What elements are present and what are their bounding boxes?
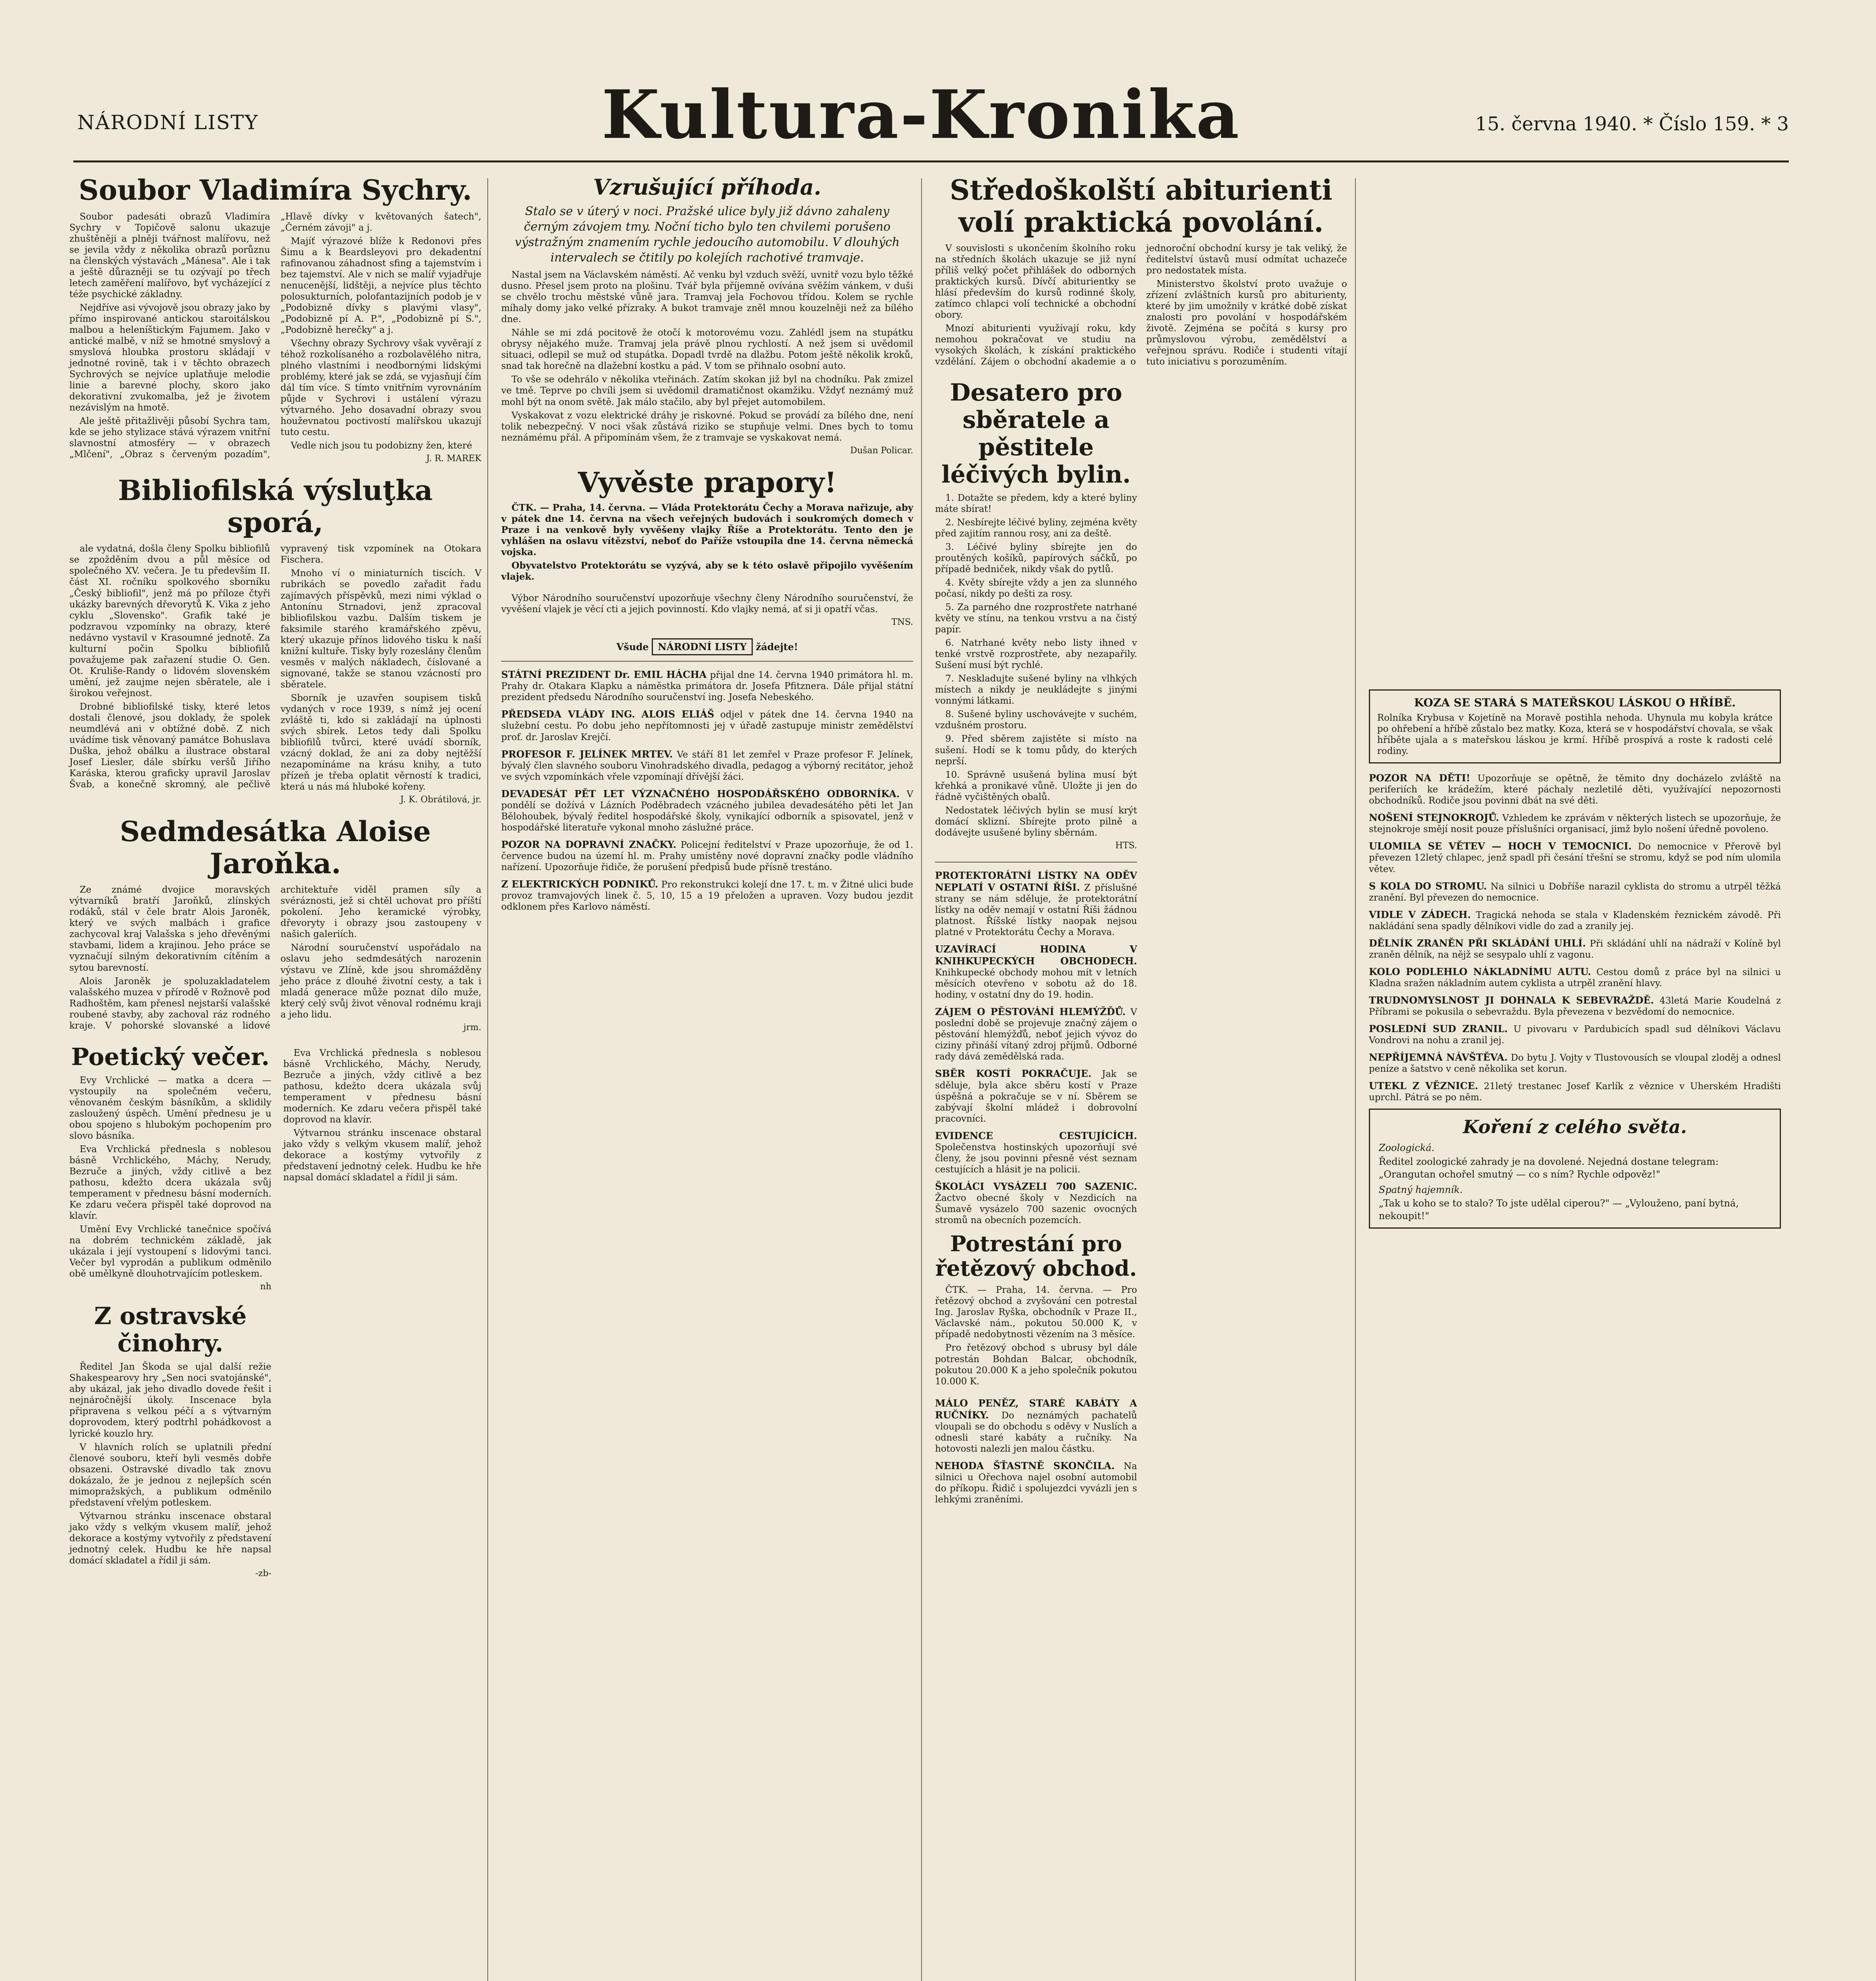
framed-story [1369, 689, 1781, 763]
lower-left [69, 1044, 271, 1590]
framed-story-body: Rolníka Krybusa v Kojetíně na Moravě postihla nehoda. Uhynula mu kobyla krátce po ohřebení a hříbě zůstalo bez matky. Koza, která se v hospodářství chovala, se však hříběte ujala a s mateřskou láskou je krmí. Hříbě prospívá a roste k radosti celé rodiny. [1377, 713, 1773, 757]
short-news: MÁLO PENĚZ, STARÉ KABÁTY A RUČNÍKY. Do neznámých pachatelů vloupali se do obchodu s oděvy v Nuslích a odnesli staré kabáty a ručníky. Na hotovosti nalezli jen malou částku. NEHODA ŠŤASTNĚ SKONČILA. Na silnici u Ořechova najel osobní automobil do příkopu. Řidič i spolujezdci vyvázli jen s lehkými zraněními. [935, 1397, 1137, 1505]
byline: J. R. MAREK [426, 454, 481, 464]
lower-right [283, 1044, 481, 1590]
article-lede: Stalo se v úterý v noci. Pražské ulice byly již dávno zahaleny černým závojem tmy. Noční ticho bylo ten chvilemi porušeno výstražným znamením rychle jedoucího automobilu. V dlouhých intervalech se čtitily po kolejích rachotivé tramvaje. [515, 204, 900, 265]
masthead-rule [73, 160, 1789, 162]
byline: nh [260, 1282, 271, 1292]
column-rule [487, 178, 488, 1981]
humor-text: Ředitel zoologické zahrady je na dovolené. Nejedná dostane telegram: „Orangutan ochořel smutný — co s ním? Rychle odpověz!" [1379, 1156, 1719, 1180]
humor-text: „Tak u koho se to stalo? To jste udělal ciperou?" — „Vylouženo, paní bytná, nekoupit!" [1379, 1197, 1739, 1222]
short-news: PROTEKTORÁTNÍ LÍSTKY NA ODĚV NEPLATÍ V OSTATNÍ ŘÍŠI. Z příslušné strany se nám sděluje, že protektorátní lístky na oděv nemají v ostatní Říši žádnou platnost. Říšské lístky naopak nejsou platné v Protektorátu Čechy a Morava. UZAVÍRACÍ HODINA V KNIHKUPECKÝCH OBCHODECH. Knihkupecké obchody mohou mít v letních měsících otevřeno v sobotu až do 18. hodiny, v ostatní dny do 19. hodin. ZÁJEM O PĚSTOVÁNÍ HLEMÝŽĎŮ. V poslední době se projevuje značný zájem o pěstování hlemýžďů, neboť jejich vývoz do ciziny přináší vítaný zdroj příjmů. Odborné rady dává zemědělská rada. SBĚR KOSTÍ POKRAČUJE. Jak se sděluje, byla akce sběru kostí v Praze úspěšná a pokračuje se v ní. Sběrem se zabývají školní mládež i dobrovolní pracovníci. EVIDENCE CESTUJÍCÍCH. Společenstva hostinských upozorňují své členy, že jsou povinni přesně vést seznam cestujících a hlásit je na policii. ŠKOLÁCI VYSÁZELI 700 SAZENIC. Žactvo obecné školy v Nezdicích na Šumavě vysázelo 700 sazenic ovocných stromů na obecních pozemcích. [935, 869, 1137, 1226]
article-title: Vzrušující příhoda. [593, 174, 821, 200]
masthead [38, 59, 1789, 158]
article-body: Ze známé dvojice moravských výtvarníků bratří Jaroňků, zlínských rodáků, stál v čele bratr Alois Jaroněk, který ve svých malbách i grafice zachycoval kraj Valašska s jeho dřevěnými stavbami, lidem a krajinou. Jeho práce se vyznačují silným dekorativním cítěním a sytou barevností. Alois Jaroněk je spoluzakladatelem valašského muzea v přírodě v Rožnově pod Radhoštěm, kam přenesl nejstarší valašské roubené stavby, aby zachoval ráz rodného kraje. V pohorské slovanské a lidové architektuře viděl pramen síly a svéráznosti, jež si chtěl uchovat pro příští pokolení. Jeho keramické výrobky, dřevoryty i obrazy jsou zastoupeny v našich galeriích. Národní souručenství uspořádalo na oslavu jeho sedmdesátých narozenin výstavu ve Zlíně, kde jsou shromážděny jeho práce z dlouhé životní cesty, a tak i mladá generace může poznat dílo muže, který celý svůj život věnoval rodnému kraji a jeho lidu. jrm. [69, 885, 481, 1032]
article-title: Středoškolští abiturienti volí praktická povolání. [950, 174, 1332, 239]
article-title: Vyvěste prapory! [578, 466, 837, 499]
column-rule [1355, 178, 1356, 1981]
humor-box-title: Koření z celého světa. [1463, 1116, 1687, 1138]
column-3 [935, 174, 1347, 1511]
humor-subtitle: Spatný hajemník. [1379, 1184, 1463, 1195]
short-news: POZOR NA DĚTI! Upozorňuje se opětně, že těmito dny docházelo zvláště na periferiích ke krádežím, které páchaly nezletilé děti, využívající nepozornosti obchodníků. Rodiče jsou povinni dbát na své děti. NOŠENÍ STEJNOKROJŮ. Vzhledem ke zprávám v některých listech se upozorňuje, že stejnokroje smějí nosit pouze příslušníci organisací, jimž bylo nošení úředně povoleno. ULOMILA SE VĚTEV — HOCH V TEMOCNICI. Do nemocnice v Přerově byl převezen 12letý chlapec, jenž spadl při česání třešní se stromu, když se pod ním ulomila větev. S KOLA DO STROMU. Na silnici u Dobříše narazil cyklista do stromu a utrpěl těžká zranění. Byl převezen do nemocnice. VIDLE V ZÁDECH. Tragická nehoda se stala v Kladenském řeznickém závodě. Při nakládání sena spadly dělníkovi vidle do zad a zranily jej. DĚLNÍK ZRANĚN PŘI SKLÁDÁNÍ UHLÍ. Při skládání uhlí na nádraží v Kolíně byl zraněn dělník, na nějž se sesypalo uhlí z vagonu. KOLO PODLEHLO NÁKLADNÍMU AUTU. Cestou domů z práce byl na silnici u Kladna sražen nákladním autem cyklista a utrpěl zranění hlavy. TRUDNOMYSLNOST JI DOHNALA K SEBEVRAŽDĚ. 43letá Marie Koudelná z Příbrami se pokusila o sebevraždu. Byla převezena v bezvědomí do nemocnice. POSLEDNÍ SUD ZRANIL. U pivovaru v Pardubicích spadl sud dělníkovi Václavu Vondrovi na nohu a zranil jej. NEPŘÍJEMNÁ NÁVŠTĚVA. Do bytu J. Vojty v Tlustovousích se vloupal zloděj a odnesl peníze a šatstvo v ceně několika set korun. UTEKL Z VĚZNICE. 21letý trestanec Josef Karlík z věznice v Uherském Hradišti uprchl. Pátrá se po něm. [1369, 772, 1781, 1103]
framed-story-title: KOZA SE STARÁ S MATEŘSKOU LÁSKOU O HŘÍBĚ. [1414, 696, 1736, 709]
article-body: Eva Vrchlická přednesla s noblesou básně Vrchlického, Máchy, Nerudy, Bezruče a jiných, vždy citlivě a bez pathosu, kdežto dcera ukázala svůj temperament v přednesu básní moderních. Ke zdaru večera přispěl také doprovod na klavír. Výtvarnou stránku inscenace obstaral jako vždy s velkým vkusem malíř, jehož dekorace a kostýmy vytvořily z představení jednotný celek. Hudbu ke hře napsal domácí skladatel a řídil ji sám. [283, 1048, 481, 1183]
divider [501, 661, 913, 662]
short-news: STÁTNÍ PREZIDENT Dr. EMIL HÁCHA přijal dne 14. června 1940 primátora hl. m. Prahy dr. Otakara Klapku a náměstka primátora dr. Josefa Pfitznera. Dále přijal státní prezident předsedu Národního souručenství ing. Josefa Nebeského. PŘEDSEDA VLÁDY ING. ALOIS ELIÁŠ odjel v pátek dne 14. června 1940 na služební cestu. Po dobu jeho nepřítomnosti jej v úřadě zastupuje ministr zemědělství prof. dr. Jaroslav Krejčí. PROFESOR F. JELÍNEK MRTEV. Ve stáří 81 let zemřel v Praze profesor F. Jelínek, bývalý člen slavného souboru Vinohradského divadla, pedagog a výborný recitátor, jehož ve svých vzpomínkách vřele vzpomínají dřívější žáci. DEVADESÁT PĚT LET VÝZNAČNÉHO HOSPODÁŘSKÉHO ODBORNÍKA. V pondělí se dožívá v Lázních Poděbradech vzácného jubilea devadesátého pěti let Jan Bělohoubek, bývalý ředitel hospodářské školy, vynikající odborník a spisovatel, jenž v hospodářské literatuře vykonal mnoho záslužné práce. POZOR NA DOPRAVNÍ ZNAČKY. Policejní ředitelství v Praze upozorňuje, že od 1. července budou na území hl. m. Prahy umístěny nové dopravní značky podle vládního nařízení. Upozorňuje řidiče, že porušení předpisů bude přísně trestáno. Z ELEKTRICKÝCH PODNIKŮ. Pro rekonstrukci kolejí dne 17. t. m. v Žitné ulici bude provoz tramvajových linek č. 5, 10, 15 a 19 přeložen a upraven. Vozy budou jezdit odklonem přes Karlovo náměstí. [501, 669, 914, 912]
article-body: ČTK. — Praha, 14. června. — Vláda Protektorátu Čechy a Morava nařizuje, aby v pátek dne 14. června na všech veřejných budovách i soukromých domech v Praze i na venkově byly vyvěšeny vlajky Říše a Protektorátu. Tento den je vyhlášen na oslavu vítězství, neboť do Paříže vstoupila dne 14. června německá vojska. Obyvatelstvo Protektorátu se vyzývá, aby se k této oslavě připojilo vyvěšením vlajek. [501, 502, 913, 582]
article-title: Desatero pro sběratele a pěstitele léčivých bylin. [941, 378, 1131, 489]
masthead-left: NÁRODNÍ LISTY [77, 111, 259, 134]
article-body: 1. Dotažte se předem, kdy a které byliny máte sbírat! 2. Nesbírejte léčivé byliny, zejména květy před zajitím rannou rosy, ani za deště. 3. Léčivé byliny sbírejte jen do proutěných košíků, papírových sáčků, po případě bedniček, nikdy však do pytlů. 4. Květy sbírejte vždy a jen za slunného počasí, nikdy po dešti za rosy. 5. Za parného dne rozprostřete natrhané květy ve stínu, na tenkou vrstvu a na čistý papír. 6. Natrhané květy nebo listy ihned v tenké vrstvě rozprostřete, aby nezapařily. Sušení musí být rychlé. 7. Neskladujte sušené byliny na vlhkých místech a nikdy je neukládejte s jinými vonnými látkami. 8. Sušené byliny uschovávejte v suchém, vzdušném prostoru. 9. Před sběrem zajistěte si místo na sušení. Hodí se k tomu půdy, do kterých neprší. 10. Správně usušená bylina musí být křehká a pronikavé vůně. Uložte ji jen do řádně vyčištěných obalů. Nedostatek léčivých bylin se musí krýt domácí sklizní. Sbírejte proto pilně a dodávejte usušené byliny sběrnám. HTS. [935, 492, 1137, 851]
article-body: ČTK. — Praha, 14. června. — Pro řetězový obchod a zvyšování cen potrestal Ing. Jaroslav Ryška, obchodník v Praze II., Václavské nám., pokutou 50.000 K, v případě nedobytnosti vězením na 3 měsíce. Pro řetězový obchod s ubrusy byl dále potrestán Bohdan Balcar, obchodník, pokutou 20.000 K a jeho společník pokutou 10.000 K. [935, 1285, 1137, 1387]
article-body: Evy Vrchlické — matka a dcera — vystoupily na společném večeru, věnovaném českým básníkům, a sklidily zasloužený úspěch. Umění přednesu je u obou spojeno s hlubokým pochopením pro slovo básníka. Eva Vrchlická přednesla s noblesou básně Vrchlického, Máchy, Nerudy, Bezruče a jiných, vždy citlivě a bez pathosu, kdežto dcera ukázala svůj temperament v přednesu básní moderních. Ke zdaru večera přispěl také doprovod na klavír. Umění Evy Vrchlické tanečnice spočívá na dobrém technickém základě, jak ukázala i její vystoupení s lidovými tanci. Večer byl vyprodán a publikum odměnilo obě umělkyně dlouhotrvajícím potleskem. nh [69, 1075, 271, 1292]
article-title: Z ostravské činohry. [94, 1302, 247, 1358]
byline: TNS. [891, 617, 913, 628]
article-title: Soubor Vladimíra Sychry. [78, 174, 472, 206]
newspaper-page [38, 59, 1789, 1981]
herbs-article [935, 379, 1137, 1506]
article-title: Potrestání pro řetězový obchod. [935, 1231, 1137, 1281]
article-body: ale vydatná, došla členy Spolku bibliofilů se zpožděním dvou a půl měsíce od společného XV. večera. Je tu především II. část XI. ročníku spolkového sborníku „Český bibliofil", jenž má po příloze čtyři ukázky barevných dřevorytů K. Vika z jeho cyklu „Slovensko". Grafik také je podzravou vzpomínky na obrazy, které nedávno vystavil v Krasoumné jednotě. Za kulturní počin Spolku bibliofilů považujeme pak zařazení studie O. Gen. Ot. Kruliše-Randy o lidovém slovenském umění, jež zaujme nejen sběratele, ale i širokou veřejnost. Drobné bibliofilské tisky, které letos dostali členové, jsou doklady, že spolek neumdlévá ani v obtížné době. Z nich uvádíme tisk věnovaný památce Bohuslava Duška, jehož obálku a ilustrace obstaral Josef Liesler, dále sbírku veršů Jiřího Karáska, kterou graficky upravil Jaroslav Švab, a konečně skromný, ale pečlivě vypravený tisk vzpomínek na Otokara Fischera. Mnoho ví o miniaturních tiscích. V rubrikách se povedlo zařadit řadu zajímavých příspěvků, mezi nimi výklad o Antonínu Strnadovi, jenž zpracoval bibliofilskou vazbu. Dalším tiskem je faksimile starého kramářského zpěvu, který ukazuje přínos lidového tisku k naší knižní kultuře. Tisky byly rozeslány členům vesměs v malých nákladech, číslované a signované, takže se stanou vzácností pro sběratele. Sborník je uzavřen soupisem tisků vydaných v roce 1939, s nímž jej ocení zvláště ti, kdo si zakládají na úplnosti svých sbírek. Letos tedy dali Spolku bibliofilů tvůrci, které uvádí sborník, vzácný doklad, že ani za doby nejtěžší nezapomínáme na krásu knihy, a tuto přízeň je třeba oplatit věrností k tradici, která u nás má hluboké kořeny. J. K. Obrátilová, jr. [69, 544, 481, 805]
byline: J. K. Obrátilová, jr. [400, 795, 481, 805]
ad-logo: NÁRODNÍ LISTY [652, 638, 752, 655]
humor-box [1369, 1109, 1781, 1228]
byline: HTS. [1115, 840, 1137, 851]
advertisement: Všude NÁRODNÍ LISTY žádejte! [501, 638, 913, 655]
article-title: Bibliofilská výsluţka sporá, [118, 474, 433, 539]
article-body: Soubor padesáti obrazů Vladimíra Sychry v Topičově salonu ukazuje zhuštěněji a plněji tvářnost malířovu, než se jevila vždy z několika obrazů porůznu na členských výstavách „Mánesa". Ale i tak a ještě důrazněji se tu ozývají po třech letech zaměření malířovo, byť vycházející z téže psychické základny. Nejdříve asi vývojově jsou obrazy jako by přímo inspirované antickou staroitálskou malbou a heleníštickým Fajumem. Jako v antické malbě, v níž se hmotné smyslový a smyslová hloubka prostoru skládají v jednotné rovině, tak i v těchto obrazech Sychrových se nejvíce uplatňuje melodie linie a barevné plochy, skoro jako dekorativní zvukomalba, jež je životem nezávislým na hmotě. Ale ještě přitažlivěji působí Sychra tam, kde se jeho stylizace stává výrazem vnitřní slavnostní atmosféry — v obrazech „Mlčení", „Obraz s červeným pozadím", „Hlavě dívky v květovaných šatech", „Černém závoji" a j. Majíť výrazové blíže k Redonovi přes Šimu a k Beardsleyovi pro dekadentní rafinovanou záhadnost sfing a tajemstvím i bez tajemství. Ale v nich se malíř vyjadřuje nenucenější, lidštěji, a nejvíce plus těchto polosukturních, polofantazijních podob je v „Podobizně dívky s plavými vlasy", „Podobizně pí A. P.", „Podobizně pí S.", „Podobizně herečky" a j. Všechny obrazy Sychrovy však vyvěrají z téhož rozkolísaného a rozbolavělého nitra, plného vlastními i neodbornými lidskými problémy, které jak se zdá, se vyjasňují čím dál tím více. S tímto vnitřním vyrovnáním půjde v Sychrovi i ustálení výrazu výtvarného. Jeho dosavadní obrazy svou houževnatou poctivostí malířskou ukazují tuto cestu. Vedle nich jsou tu podobizny žen, které J. R. MAREK [69, 211, 481, 464]
byline: -zb- [255, 1569, 271, 1579]
article-body: Nastal jsem na Václavském náměstí. Ač venku byl vzduch svěží, uvnitř vozu bylo těžké dusno. Přesel jsem proto na plošinu. Tvář byla příjemně ovívána svěžím vánkem, v duši se chvělo trochu městské vůně jara. Tramvaj jela Fochovou třídou. Kolem se rychle míhaly domy jako velké přízraky. A bukot tramvaje zněl mnou kouzelněji než za bílého dne. Náhle se mi zdá pocitově že otočí k motorovému vozu. Zahlédl jsem na stupátku obrysy nějakého muže. Tramvaj jela právě plnou rychlostí. A než jsem si uvědomil situaci, odlepil se muž od stupátka. Dopadl tvrdě na dlažbu. Potom ještě několik kroků, snad tak horečně na dlažební kostku a pád. V tom se přihnalo osobní auto. To vše se odehrálo v několika vteřinách. Zatím skokan již byl na chodníku. Pak zmizel ve tmě. Teprve po chvíli jsem si uvědomil dramatičnost okamžiku. Vždyť neznámý muž mohl být na onom světě. Jak málo stačilo, aby byl přejet automobilem. Vyskakovat z vozu elektrické dráhy je riskovné. Pokud se provádí za bílého dne, není tolik nebezpečný. V noci však zůstává riziko se stupňuje velmi. Dnes bych to tomu neznámému přál. A připomínám všem, že z tramvaje se vyskakovat nemá. Dušan Policar. [501, 270, 913, 456]
column-2 [501, 174, 913, 918]
column-4 [1369, 174, 1781, 1229]
byline: jrm. [463, 1022, 481, 1032]
lower-split [69, 1044, 481, 1590]
column-rule [921, 178, 922, 1981]
masthead-date: 15. června 1940. * Číslo 159. * 3 [1475, 113, 1789, 135]
article-body: V souvislosti s ukončením školního roku na středních školách ukazuje se již nyní příliš velký počet přihlášek do odborných praktických kursů. Dívčí abiturientky se hlásí především do kursů rodinné školy, zatímco chlapci volí technické a obchodní obory. Mnozí abiturienti využívají roku, kdy nemohou pokračovat ve studiu na vysokých školách, k získání praktického vzdělání. Zájem o obchodní akademie a o jednoroční obchodní kursy je tak veliký, že ředitelství ústavů musí odmítat uchazeče pro nedostatek místa. Ministerstvo školství proto uvažuje o zřízení zvláštních kursů pro abiturienty, které by jim umožnily v krátké době získat znalosti pro povolání v hospodářském životě. Zejména se počítá s kursy pro průmyslovou výrobu, zemědělství a veřejnou správu. Rodiče i studenti vítají tuto iniciativu s porozuměním. [935, 243, 1347, 367]
humor-subtitle: Zoologická. [1379, 1142, 1435, 1154]
article-body: Ředitel Jan Škoda se ujal další režie Shakespearovy hry „Sen noci svatojánské", aby ukázal, jak jeho divadlo dovede řešit i nejnáročnější úkoly. Inscenace byla připravena s velkou péčí a s výtvarným doprovodem, který podtrhl pohádkovost a lyrické kouzlo hry. V hlavních rolích se uplatnili přední členové souboru, kteří byli vesměs dobře obsazeni. Ostravské divadlo tak znovu dokázalo, že je jednou z nejlepších scén mimopražských, a publikum odměnilo představení vřelým potleskem. Výtvarnou stránku inscenace obstaral jako vždy s velkým vkusem malíř, jehož dekorace a kostýmy vytvořily z představení jednotný celek. Hudbu ke hře napsal domácí skladatel a řídil ji sám. -zb- [69, 1362, 271, 1579]
masthead-title: Kultura-Kronika [601, 75, 1241, 154]
article-title: Poetický večer. [71, 1043, 270, 1071]
article-title: Sedmdesátka Aloise Jaroňka. [120, 815, 431, 880]
article-body: Výbor Národního souručenství upozorňuje všechny členy Národního souručenství, že vyvěšení vlajek je věcí cti a jejich povinností. Kdo vlajky nemá, ať si ji opatří včas. TNS. [501, 593, 913, 628]
column-1 [69, 174, 481, 1590]
byline: Dušan Policar. [850, 445, 913, 456]
divider [935, 862, 1137, 863]
